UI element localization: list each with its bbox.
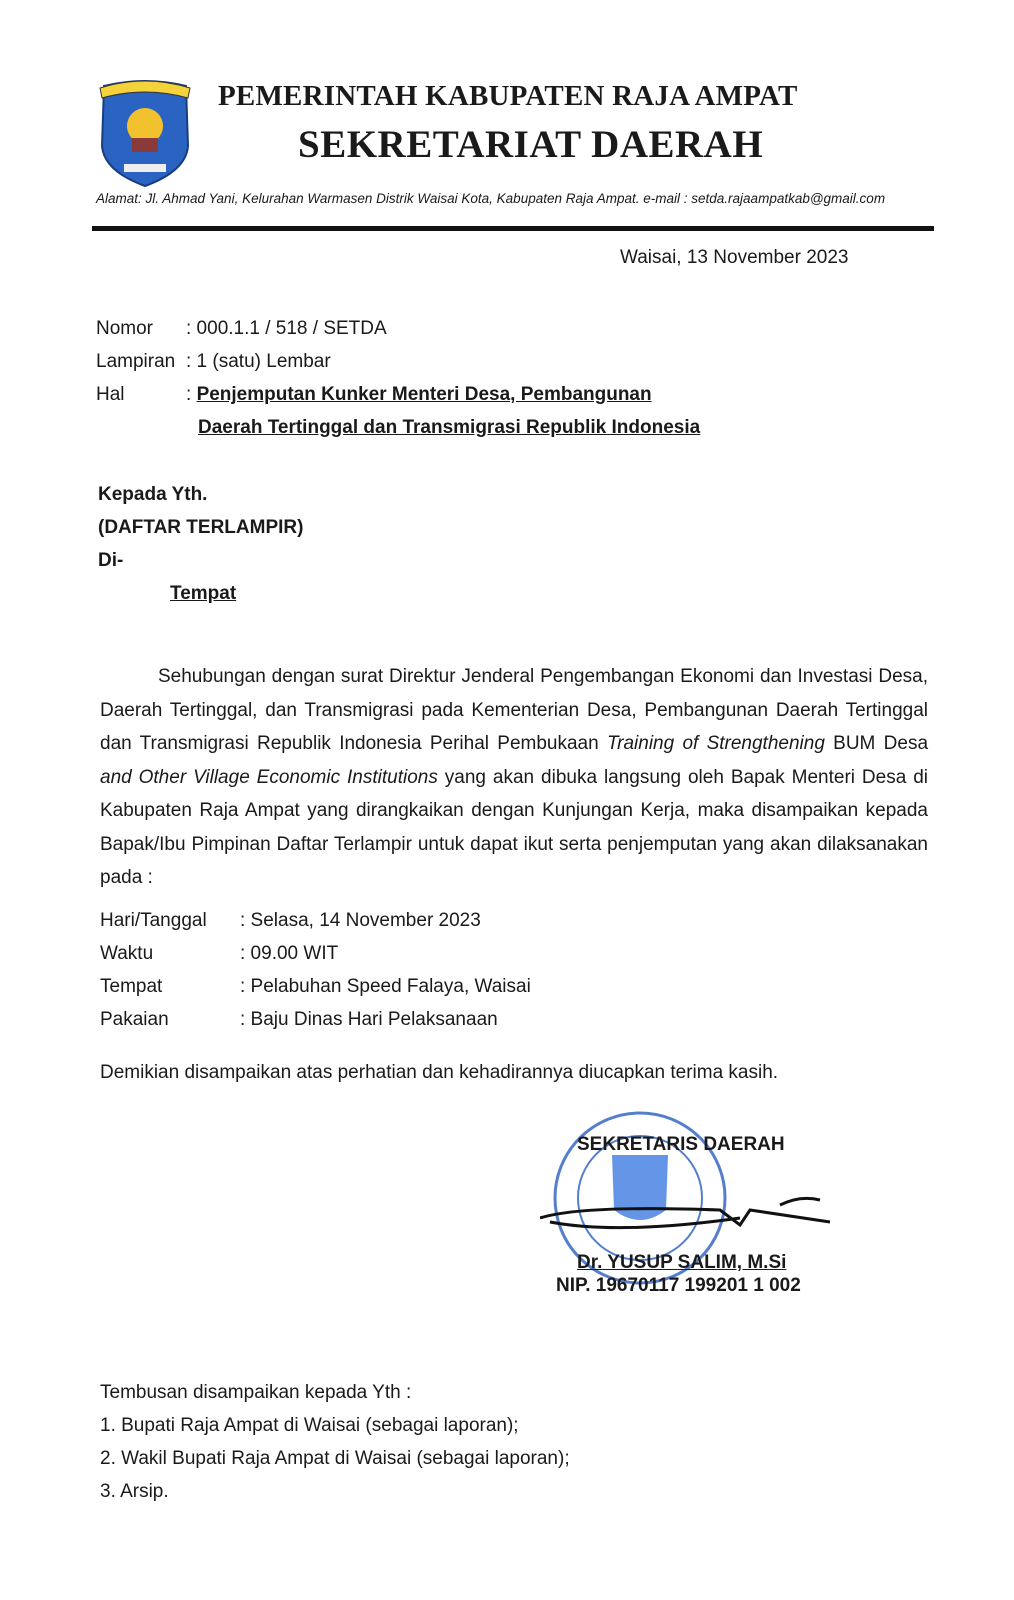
- lampiran-label: Lampiran: [96, 351, 176, 372]
- signatory-name: Dr. YUSUP SALIM, M.Si: [577, 1252, 787, 1273]
- closing-text: Demikian disampaikan atas perhatian dan kehadirannya diucapkan terima kasih.: [100, 1062, 779, 1083]
- detail-label: Pakaian: [100, 1009, 169, 1030]
- body-paragraph: [100, 660, 928, 895]
- detail-value: : Pelabuhan Speed Falaya, Waisai: [240, 976, 531, 997]
- body-text-3: yang akan dibuka langsung oleh Bapak Menteri Desa di Kabupaten Raja Ampat yang dirangkaikan dengan Kunjungan Kerja, maka disampaikan kepada Bapak/Ibu Pimpinan Daftar Terlampir untuk dapat ikut serta penjemputan yang akan dilaksanakan pada :: [100, 766, 928, 888]
- recipient-line3: Di-: [98, 550, 124, 571]
- cc-heading: Tembusan disampaikan kepada Yth :: [100, 1382, 412, 1403]
- letter-date: Waisai, 13 November 2023: [620, 247, 849, 268]
- recipient-line2: (DAFTAR TERLAMPIR): [98, 517, 304, 538]
- lampiran-value: : 1 (satu) Lembar: [186, 351, 331, 372]
- recipient-block: [98, 478, 303, 610]
- letterhead-address: Alamat: Jl. Ahmad Yani, Kelurahan Warmasen Distrik Waisai Kota, Kabupaten Raja Ampat. e-mail : setda.rajaampatkab@gmail.com: [96, 191, 886, 206]
- letter-meta: Nomor : 000.1.1 / 518 / SETDA Lampiran : 1 (satu) Lembar Hal : Penjemputan Kunker Menteri Desa, Pembangunan Daerah Tertinggal dan Transmigrasi Republik Indonesia: [96, 312, 700, 444]
- signatory-title: SEKRETARIS DAERAH: [577, 1134, 785, 1155]
- detail-value: : Baju Dinas Hari Pelaksanaan: [240, 1009, 498, 1030]
- cc-item: 1. Bupati Raja Ampat di Waisai (sebagai laporan);: [100, 1415, 519, 1436]
- hal-line2: Daerah Tertinggal dan Transmigrasi Republik Indonesia: [198, 417, 701, 438]
- hal-label: Hal: [96, 384, 125, 405]
- recipient-place: Tempat: [170, 583, 237, 604]
- regency-logo: [96, 76, 194, 188]
- letterhead-subtitle: SEKRETARIAT DAERAH: [298, 123, 764, 166]
- cc-item: 2. Wakil Bupati Raja Ampat di Waisai (sebagai laporan);: [100, 1448, 570, 1469]
- detail-value: : Selasa, 14 November 2023: [240, 910, 481, 931]
- detail-label: Hari/Tanggal: [100, 910, 207, 931]
- cc-item: 3. Arsip.: [100, 1481, 169, 1502]
- hal-line1: Penjemputan Kunker Menteri Desa, Pembangunan: [196, 384, 652, 405]
- body-italic-2: and Other Village Economic Institutions: [100, 766, 438, 788]
- body-text-2: BUM Desa: [824, 733, 929, 754]
- detail-row: [100, 1003, 531, 1036]
- body-italic-1: Training of Strengthening: [606, 733, 825, 754]
- detail-row: [100, 937, 531, 970]
- detail-label: Waktu: [100, 943, 154, 964]
- detail-row: [100, 970, 531, 1003]
- recipient-line1: Kepada Yth.: [98, 484, 208, 505]
- cc-block: [100, 1376, 570, 1508]
- detail-label: Tempat: [100, 976, 163, 997]
- signatory-nip: NIP. 19670117 199201 1 002: [556, 1275, 801, 1296]
- letterhead-title: PEMERINTAH KABUPATEN RAJA AMPAT: [218, 80, 798, 112]
- nomor-value: : 000.1.1 / 518 / SETDA: [186, 318, 387, 339]
- detail-row: [100, 904, 531, 937]
- detail-value: : 09.00 WIT: [240, 943, 339, 964]
- body-text-1: Sehubungan dengan surat Direktur Jenderal Pengembangan Ekonomi dan Investasi Desa, Daerah Tertinggal, dan Transmigrasi pada Kementerian Desa, Pembangunan Daerah Tertinggal dan Transmigrasi Republik Indonesia Perihal Pembukaan: [100, 666, 928, 754]
- nomor-label: Nomor: [96, 318, 154, 339]
- event-details: [100, 904, 531, 1036]
- header-divider: [92, 226, 934, 231]
